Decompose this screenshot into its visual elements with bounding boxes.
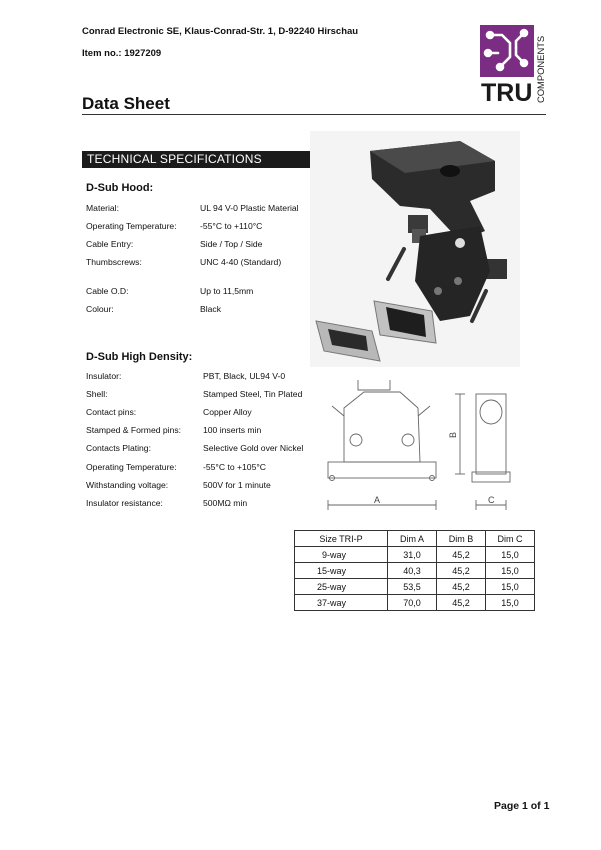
dimension-drawing: [318, 378, 543, 513]
product-photo: [310, 131, 520, 367]
dim-b-label: B: [448, 431, 458, 438]
table-cell: 45,2: [437, 579, 486, 595]
table-cell: 45,2: [437, 547, 486, 563]
hd-label: Contact pins:: [86, 407, 137, 417]
hd-value: 500V for 1 minute: [203, 480, 271, 490]
hood-value: UL 94 V-0 Plastic Material: [200, 203, 299, 213]
hood-value: Side / Top / Side: [200, 239, 263, 249]
logo-brand: TRU: [481, 79, 533, 105]
title-divider: [82, 114, 546, 115]
hd-value: -55°C to +105°C: [203, 462, 267, 472]
table-cell: 40,3: [388, 563, 437, 579]
high-density-heading: D-Sub High Density:: [86, 351, 193, 363]
table-row: [295, 579, 535, 595]
hd-label: Insulator resistance:: [86, 498, 163, 508]
table-row: [295, 563, 535, 579]
hood-front-outline: [344, 392, 420, 462]
hood-label: Thumbscrews:: [86, 257, 142, 267]
page-title: Data Sheet: [82, 94, 170, 113]
table-cell: 37-way: [295, 595, 388, 611]
hd-label: Shell:: [86, 389, 108, 399]
tru-components-logo: [480, 25, 546, 105]
company-address: Conrad Electronic SE, Klaus-Conrad-Str. 1, D-92240 Hirschau: [82, 26, 359, 37]
table-header-row: [295, 531, 535, 547]
table-header: Dim C: [486, 531, 535, 547]
table-cell: 45,2: [437, 563, 486, 579]
hd-label: Operating Temperature:: [86, 462, 177, 472]
hood-label: Material:: [86, 203, 119, 213]
table-cell: 15,0: [486, 579, 535, 595]
hd-label: Insulator:: [86, 371, 122, 381]
hood-value: Black: [200, 304, 222, 314]
hood-value: Up to 11,5mm: [200, 286, 254, 296]
table-cell: 70,0: [388, 595, 437, 611]
table-cell: 9-way: [295, 547, 388, 563]
cable-outlet-outline: [358, 380, 390, 390]
page-number: Page 1 of 1: [494, 800, 550, 812]
table-cell: 25-way: [295, 579, 388, 595]
dim-c-label: C: [488, 495, 495, 505]
table-header: Dim A: [388, 531, 437, 547]
cable-side-outline: [332, 406, 430, 416]
table-row: [295, 547, 535, 563]
hd-value: Stamped Steel, Tin Plated: [203, 389, 303, 399]
hd-value: Selective Gold over Nickel: [203, 443, 304, 453]
side-cable-hole: [480, 400, 502, 424]
hd-value: PBT, Black, UL94 V-0: [203, 371, 286, 381]
table-cell: 15,0: [486, 547, 535, 563]
table-header: Dim B: [437, 531, 486, 547]
dim-a-label: A: [374, 495, 381, 505]
hd-label: Withstanding voltage:: [86, 480, 169, 490]
table-row: [295, 595, 535, 611]
table-cell: 15,0: [486, 563, 535, 579]
hd-value: 100 inserts min: [203, 425, 262, 435]
hood-label: Colour:: [86, 304, 114, 314]
flange-outline: [328, 462, 436, 478]
table-cell: 45,2: [437, 595, 486, 611]
table-cell: 31,0: [388, 547, 437, 563]
hood-side-outline: [476, 394, 506, 474]
hd-value: 500MΩ min: [203, 498, 248, 508]
table-header: Size TRI-P: [295, 531, 388, 547]
hood-value: -55°C to +110°C: [200, 221, 263, 231]
side-flange-outline: [472, 472, 510, 482]
hd-value: Copper Alloy: [203, 407, 252, 417]
hood-label: Cable Entry:: [86, 239, 134, 249]
hood-label: Cable O.D:: [86, 286, 129, 296]
hood-heading: D-Sub Hood:: [86, 182, 154, 194]
dimensions-table: [294, 530, 535, 611]
table-cell: 15,0: [486, 595, 535, 611]
table-cell: 15-way: [295, 563, 388, 579]
logo-subtext: COMPONENTS: [535, 35, 546, 103]
hood-label: Operating Temperature:: [86, 221, 177, 231]
screw-boss: [350, 434, 362, 446]
screw-boss: [402, 434, 414, 446]
table-cell: 53,5: [388, 579, 437, 595]
tech-spec-header: TECHNICAL SPECIFICATIONS: [82, 151, 330, 168]
hd-label: Stamped & Formed pins:: [86, 425, 182, 435]
hd-label: Contacts Plating:: [86, 443, 151, 453]
item-number: Item no.: 1927209: [82, 48, 162, 59]
hood-value: UNC 4-40 (Standard): [200, 257, 282, 267]
